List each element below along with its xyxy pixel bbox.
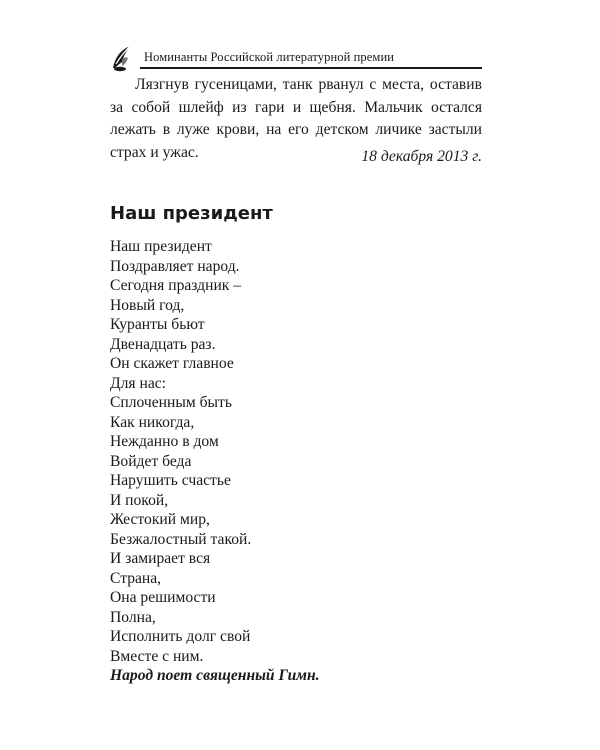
running-header	[110, 42, 482, 72]
poem-line: Наш президент	[110, 238, 212, 255]
poem-line: Новый год,	[110, 296, 185, 314]
poem-line: Куранты бьют	[110, 316, 205, 333]
poem-line: Она решимости	[110, 589, 216, 606]
poem-line: Полна,	[110, 608, 156, 626]
poem-line: Вместе с ним.	[110, 647, 204, 665]
header-rule	[140, 67, 482, 69]
poem-line: Он скажет главное	[110, 355, 234, 372]
poem-line: Как никогда,	[110, 413, 195, 431]
poem-line: Безжалостный такой.	[110, 530, 252, 548]
poem-line: Сегодня праздник –	[110, 277, 242, 294]
poem-line: Нарушить счастье	[110, 472, 231, 489]
poem-line: Двенадцать раз.	[110, 335, 216, 353]
date-line: 18 декабря 2013 г.	[361, 148, 482, 165]
poem-line: Страна,	[110, 569, 162, 587]
running-header-title: Номинанты Российской литературной премии	[144, 50, 395, 64]
poem-line: Для нас:	[110, 374, 167, 392]
poem-line: Исполнить долг свой	[110, 628, 251, 645]
quill-inkwell-icon	[110, 42, 140, 72]
poem-closing-line: Народ поет священный Гимн.	[110, 667, 320, 684]
poem-line: Поздравляет народ.	[110, 257, 240, 275]
poem-line: И замирает вся	[110, 550, 211, 567]
poem-body	[110, 237, 320, 686]
poem-line: Нежданно в дом	[110, 433, 219, 450]
poem-line: Войдет беда	[110, 452, 192, 470]
poem-line: Жестокий мир,	[110, 511, 210, 528]
poem-title: Наш президент	[110, 203, 273, 224]
poem-line: И покой,	[110, 491, 169, 509]
prose-paragraph: Лязгнув гусеницами, танк рванул с места, оставив за собой шлейф из гари и щебня. Мальчик остался лежать в луже крови, на его детском личике застыли страх и ужас.	[110, 76, 482, 161]
poem-line: Сплоченным быть	[110, 394, 232, 411]
